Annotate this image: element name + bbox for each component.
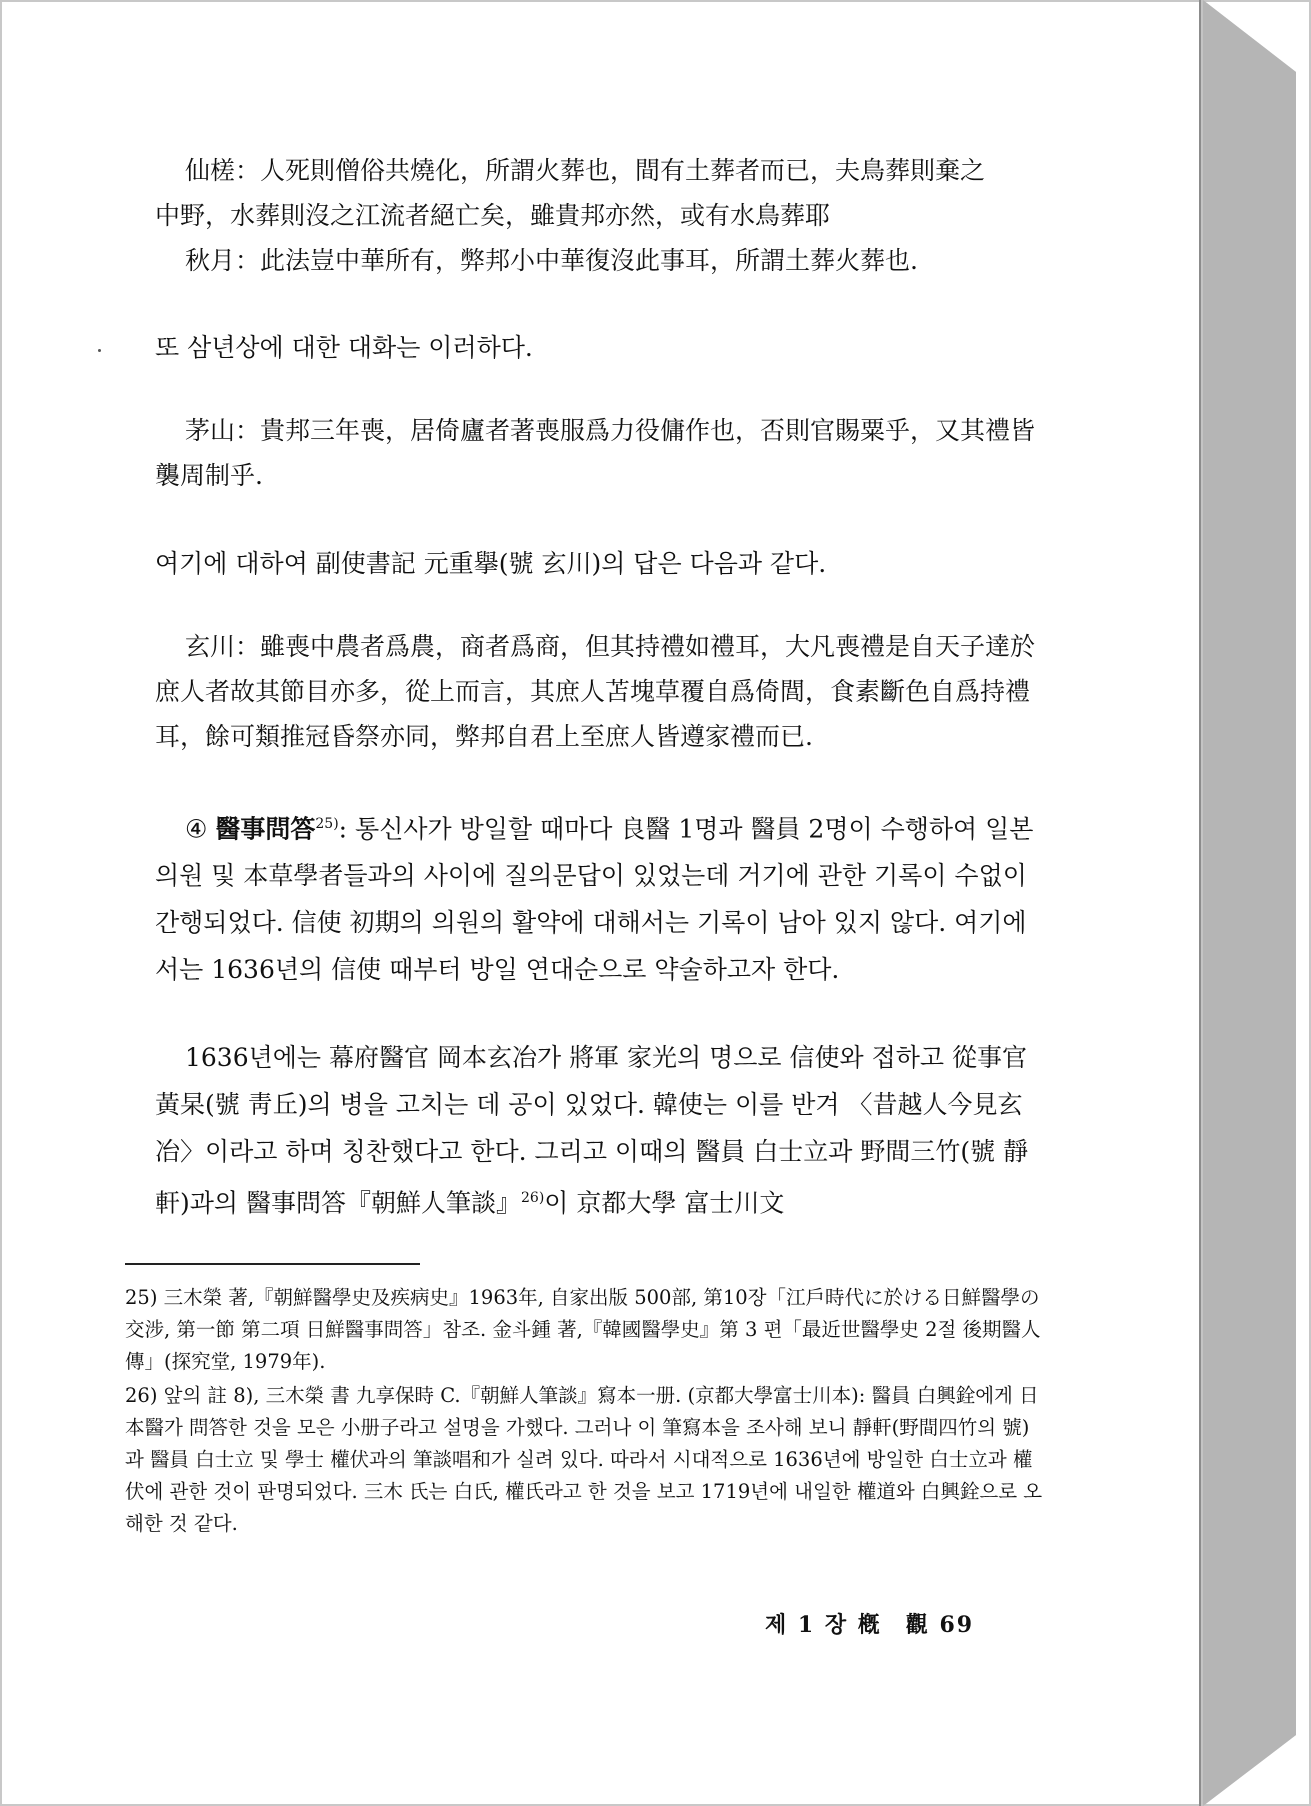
stray-mark (98, 349, 101, 352)
section-4-text-2a: 1636년에는 幕府醫官 岡本玄冶가 將軍 家光의 명으로 信使와 접하고 從事官 黃杲(號 靑丘)의 병을 고치는 데 공이 있었다. 韓使는 이를 반겨 〈昔越人今見玄冶〉이라고 하며 칭찬했다고 한다. 그리고 이때의 醫員 白士立과 野間三竹(號 靜軒)과의 醫事問答『朝鮮人筆談』 (155, 1043, 1029, 1218)
quote-block-3: 玄川：雖喪中農者爲農，商者爲商，但其持禮如禮耳，大凡喪禮是自天子達於庶人者故其節目亦多，從上而言，其庶人苫塊草覆自爲倚閭，食素斷色自爲持禮耳，餘可類推冠昏祭亦同，弊邦自君上至庶人皆遵家禮而已. (155, 632, 1036, 751)
section-4-paragraph-2 (155, 1034, 1045, 1226)
quote-line-1: 仙槎：人死則僧俗共燒化，所謂火葬也，間有土葬者而已，夫鳥葬則棄之 (185, 156, 986, 185)
quote-block-2: 茅山：貴邦三年喪，居倚廬者著喪服爲力役傭作也，否則官賜粟乎，又其禮皆襲周制乎. (155, 416, 1036, 490)
intro-paragraph-3: 여기에 대하여 副使書記 元重擧(號 玄川)의 답은 다음과 같다. (155, 549, 827, 578)
section-4-heading: 醫事問答 (215, 814, 316, 844)
footnote-divider (125, 1263, 420, 1265)
footnote-25: 25) 三木榮 著,『朝鮮醫學史及疾病史』1963年, 自家出版 500部, 第10장「江戶時代に於ける日鮮醫學の交涉, 第一節 第二項 日鮮醫事問答」참조. 金斗鍾 著,『韓國醫學史』第 3 편「最近世醫學史 2절 後期醫人傳」(探究堂, 1979年). (125, 1286, 1041, 1373)
footnote-26: 26) 앞의 註 8), 三木榮 書 九享保時 C.『朝鮮人筆談』寫本一册. (京都大學富士川本): 醫員 白興銓에게 日本醫가 問答한 것을 모은 小册子라고 설명을 가했다. 그러나 이 筆寫本을 조사해 보니 靜軒(野間四竹의 號)과 醫員 白士立 및 學士 權伏과의 筆談唱和가 실려 있다. 따라서 시대적으로 1636년에 방일한 白士立과 權伏에 관한 것이 판명되었다. 三木 氏는 白氏, 權氏라고 한 것을 보고 1719년에 내일한 權道와 白興銓으로 오해한 것 같다. (125, 1384, 1043, 1535)
intro-paragraph-2: 또 삼년상에 대한 대화는 이러하다. (155, 333, 533, 362)
section-4-number: ④ (185, 814, 208, 844)
quote-line-3: 秋月：此法豈中華所有，弊邦小中華復沒此事耳，所謂土葬火葬也. (185, 246, 918, 275)
footnote-ref-25: 25) (315, 816, 339, 832)
footnote-ref-26: 26) (521, 1190, 545, 1206)
section-4-text-2b: 이 京都大學 富士川文 (544, 1188, 785, 1218)
running-footer-page-number: 제 1 장 槪 觀 69 (765, 1612, 975, 1638)
quote-line-2: 中野，水葬則沒之江流者絕亡矣，雖貴邦亦然，或有水鳥葬耶 (155, 201, 831, 230)
section-4-paragraph-1 (155, 801, 1045, 993)
section-4-text: : 통신사가 방일할 때마다 良醫 1명과 醫員 2명이 수행하여 일본 의원 및 本草學者들과의 사이에 질의문답이 있었는데 거기에 관한 기록이 수없이 간행되었다. 信使 初期의 의원의 활약에 대해서는 기록이 남아 있지 않다. 여기에서는 1636년의 信使 때부터 방일 연대순으로 약술하고자 한다. (155, 814, 1034, 985)
